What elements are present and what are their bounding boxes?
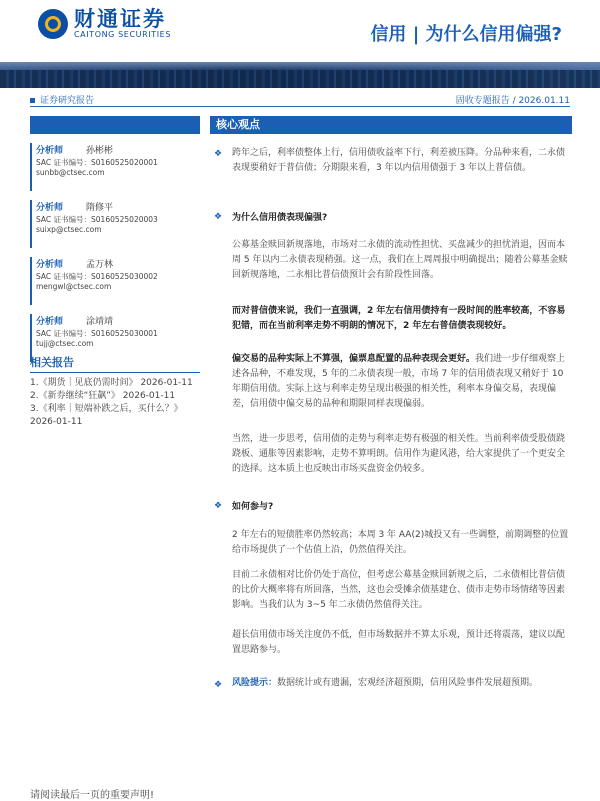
paragraph-reason-2: 而对普信债来说，我们一直强调，2 年左右信用债持有一段时间的胜率较高，不容易犯错，而在当前利率走势不明朗的情况下，2 年左右普信债表现较好。 <box>232 306 566 331</box>
report-category-date: 固收专题报告 / 2026.01.11 <box>455 96 570 106</box>
logo-en: CAITONG SECURITIES <box>74 30 171 39</box>
analyst-name: 涂靖靖 <box>86 317 114 327</box>
logo-icon <box>38 9 68 39</box>
analyst-card <box>30 257 200 305</box>
bullet-diamond-icon: ❖ <box>214 680 223 690</box>
main-content <box>210 116 572 690</box>
analyst-name: 孙彬彬 <box>86 146 114 156</box>
analyst-name: 孟万林 <box>86 260 114 270</box>
company-logo <box>38 8 171 39</box>
paragraph-strategy-2: 目前二永债相对比价仍处于高位，但考虑公募基金赎回新规之后，二永债相比普信债的比价大概率将有所回落，当然，这也会受摊余债基建仓、债市走势市场情绪等因素影响。当我们认为 3~5 年二永债仍然值得关注。 <box>232 570 566 610</box>
sidebar-header-bar <box>30 116 200 134</box>
bullet-diamond-icon: ❖ <box>214 149 223 159</box>
risk-text: 数据统计或有遗漏，宏观经济超预期，信用风险事件发展超预期。 <box>277 678 539 688</box>
bullet-diamond-icon: ❖ <box>214 501 223 511</box>
paragraph-reason-1: 公募基金赎回新规落地，市场对二永债的流动性担忧、买盘减少的担忧消退，因而本周 5 年以内二永债表现稍强。这一点，我们在上周周报中明确提出；随着公募基金赎回新规落地，二永相比普信债预计会有阶段性回落。 <box>232 240 568 280</box>
report-header <box>0 0 600 62</box>
risk-label: 风险提示： <box>232 678 278 688</box>
analyst-email[interactable]: suixp@ctsec.com <box>36 225 102 234</box>
logo-cn: 财通证券 <box>74 7 166 31</box>
sub-header <box>30 92 570 107</box>
section-title: 核心观点 <box>210 116 572 134</box>
risk-warning <box>232 676 572 691</box>
question-heading: 如何参与? <box>232 502 274 512</box>
analyst-card <box>30 143 200 191</box>
paragraph-strategy-1: 2 年左右的短债胜率仍然较高；本周 3 年 AA(2)城投又有一些调整，前期调整的位置给市场提供了一个估值上沿，仍然值得关注。 <box>232 530 569 555</box>
related-reports <box>30 354 200 429</box>
paragraph-summary: 跨年之后，利率债整体上行，信用债收益率下行，利差被压降。分品种来看，二永债表现要稍好于普信债；分期限来看，3 年以内信用债强于 3 年以上普信债。 <box>232 148 566 173</box>
analyst-cert: SAC 证书编号：S0160525030002 <box>36 272 158 281</box>
footer-disclaimer: 请阅读最后一页的重要声明! <box>30 790 155 801</box>
paragraph-strategy-3: 超长信用债市场关注度仍不低，但市场数据并不算太乐观，预计还将震荡，建议以配置思路参与。 <box>232 630 566 655</box>
related-report-item[interactable]: 2.《新券继续“狂飙”》 2026-01-11 <box>30 391 176 401</box>
analyst-sidebar <box>30 116 200 362</box>
paragraph-lead: 偏交易的品种实际上不算强，偏票息配置的品种表现会更好。 <box>232 354 476 364</box>
bullet-diamond-icon: ❖ <box>214 212 223 222</box>
analyst-role: 分析师 <box>36 203 64 213</box>
analyst-cert: SAC 证书编号：S0160525030001 <box>36 329 158 338</box>
analyst-role: 分析师 <box>36 317 64 327</box>
report-title: 信用 | 为什么信用偏强? <box>370 24 562 45</box>
analyst-role: 分析师 <box>36 260 64 270</box>
related-report-item[interactable]: 1.《期货｜见底仍需时间》 2026-01-11 <box>30 378 193 388</box>
related-reports-title: 相关报告 <box>30 354 200 373</box>
analyst-email[interactable]: sunbb@ctsec.com <box>36 168 105 177</box>
related-report-item[interactable]: 3.《利率｜短端补跌之后，买什么？》 2026-01-11 <box>30 404 183 427</box>
city-banner-image <box>0 62 600 88</box>
paragraph-body: 我们进一步仔细观察上述各品种，不难发现，5 年的二永债表现一般，市场 7 年的信用债表现又稍好于 10 年期信用债。实际上这与利率走势呈现出极强的相关性，利率本身偏交易，表现偏差，信用债中偏交易的品种和期限同样表现偏弱。 <box>232 354 566 409</box>
analyst-card <box>30 200 200 248</box>
question-heading: 为什么信用债表现偏强? <box>232 213 328 223</box>
analyst-cert: SAC 证书编号：S0160525020003 <box>36 215 158 224</box>
analyst-role: 分析师 <box>36 146 64 156</box>
analyst-email[interactable]: tujj@ctsec.com <box>36 339 94 348</box>
analyst-name: 隋修平 <box>86 203 114 213</box>
analyst-cert: SAC 证书编号：S0160525020001 <box>36 158 158 167</box>
paragraph-reason-4: 当然，进一步思考，信用债的走势与利率走势有极强的相关性。当前利率债受股债跷跷板、通胀等因素影响，走势不算明朗。信用作为避风港，给大家提供了一个更安全的选择。这本质上也反映出市场买盘资金仍较多。 <box>232 434 566 474</box>
report-type: 证券研究报告 <box>30 93 94 106</box>
paragraph-reason-3 <box>232 352 572 412</box>
analyst-email[interactable]: mengwl@ctsec.com <box>36 282 112 291</box>
